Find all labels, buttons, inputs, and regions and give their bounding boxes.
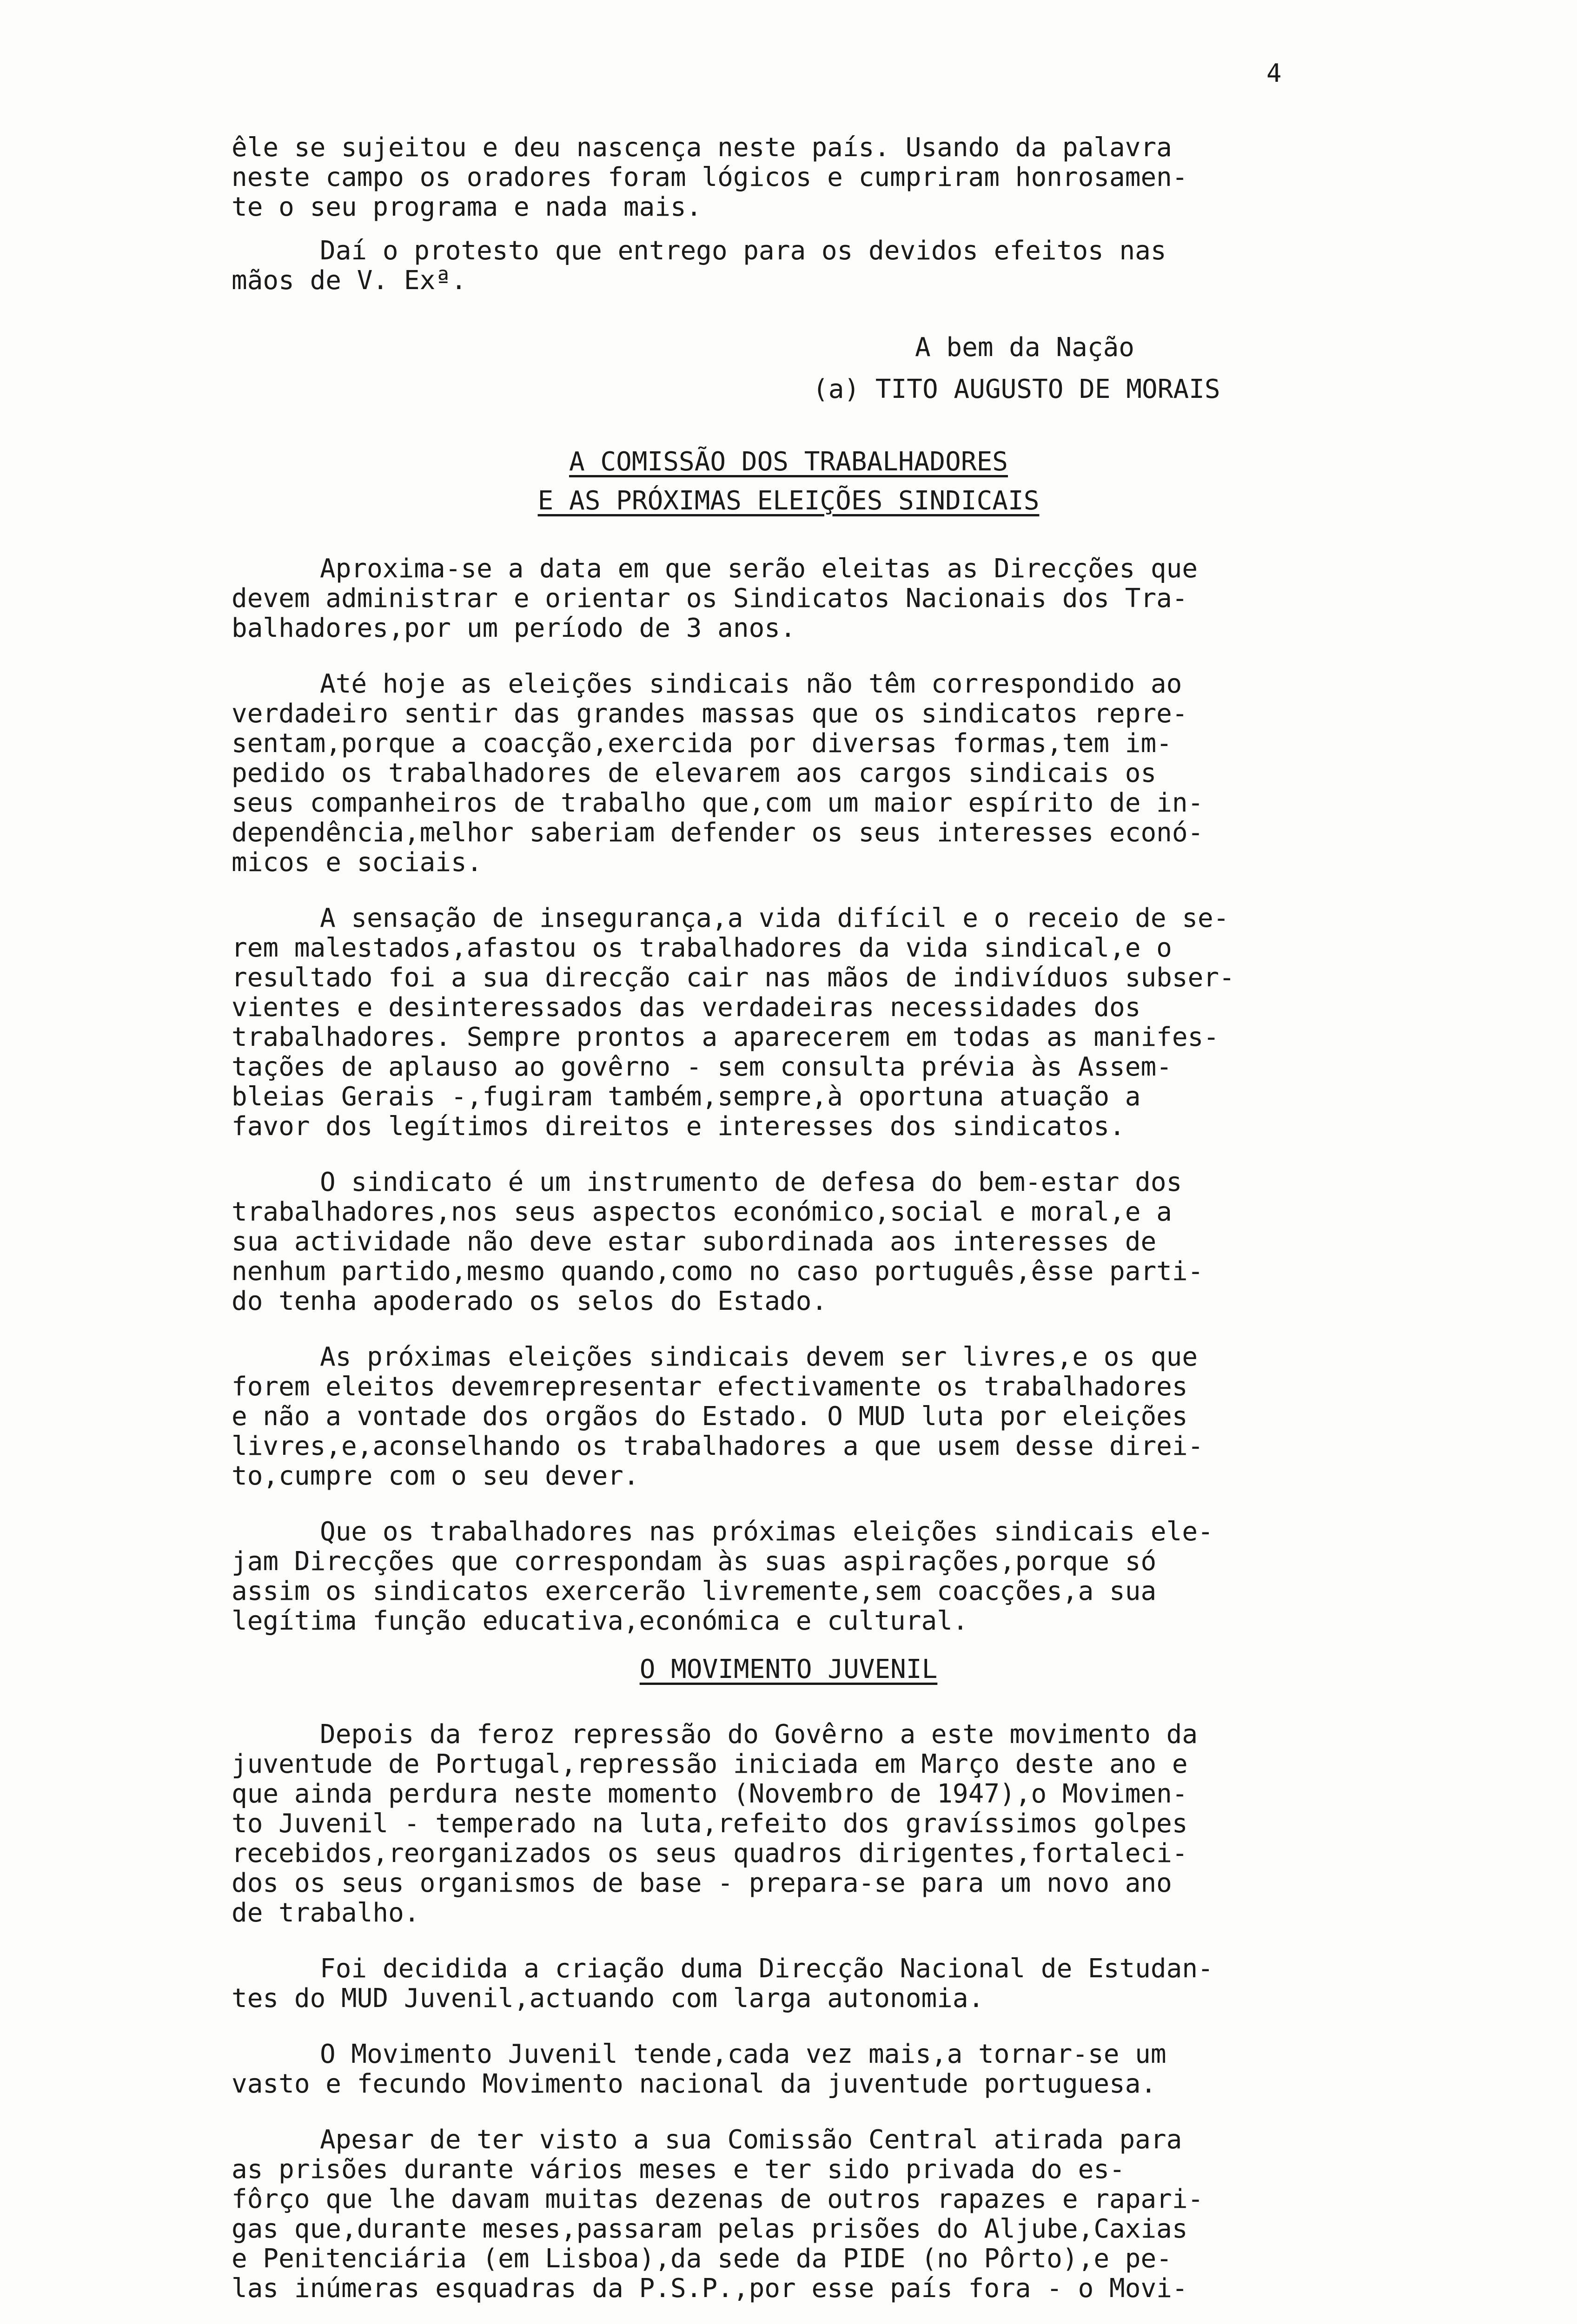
text-line: seus companheiros de trabalho que,com um maior espírito de in- <box>232 788 1204 818</box>
section-title-line: E AS PRÓXIMAS ELEIÇÕES SINDICAIS <box>537 486 1040 516</box>
text-line: recebidos,reorganizados os seus quadros dirigentes,fortaleci- <box>232 1838 1188 1868</box>
paragraph <box>232 2125 1422 2304</box>
text-line: assim os sindicatos exercerão livremente,sem coacções,a sua <box>232 1576 1157 1606</box>
signature-block <box>813 333 1371 404</box>
text-line: Que os trabalhadores nas próximas eleições sindicais ele- <box>320 1517 1213 1547</box>
intro-paragraph <box>232 133 1422 222</box>
text-line: que ainda perdura neste momento (Novembro de 1947),o Movimen- <box>232 1779 1188 1809</box>
paragraph <box>232 1342 1422 1491</box>
paragraph <box>232 904 1422 1142</box>
text-line: forem eleitos devemrepresentar efectivamente os trabalhadores <box>232 1372 1188 1402</box>
section-heading-movimento-juvenil <box>0 1655 1577 1684</box>
text-line: Aproxima-se a data em que serão eleitas as Direcções que <box>320 554 1198 584</box>
paragraph <box>232 1517 1422 1636</box>
text-line: tações de aplauso ao govêrno - sem consulta prévia às Assem- <box>232 1052 1172 1082</box>
signature-name: (a) TITO AUGUSTO DE MORAIS <box>813 374 1220 404</box>
text-line: gas que,durante meses,passaram pelas prisões do Aljube,Caxias <box>232 2214 1188 2244</box>
text-line: fôrço que lhe davam muitas dezenas de outros rapazes e rapari- <box>232 2184 1204 2214</box>
text-line: A sensação de insegurança,a vida difícil e o receio de se- <box>320 903 1229 933</box>
text-line: resultado foi a sua direcção cair nas mãos de indivíduos subser- <box>232 963 1235 993</box>
text-line: rem malestados,afastou os trabalhadores da vida sindical,e o <box>232 933 1172 963</box>
text-line: to Juvenil - temperado na luta,refeito dos gravíssimos golpes <box>232 1809 1188 1839</box>
text-line: as prisões durante vários meses e ter sido privada do es- <box>232 2154 1125 2185</box>
text-line: jam Direcções que correspondam às suas aspirações,porque só <box>232 1546 1157 1577</box>
text-line: do tenha apoderado os selos do Estado. <box>232 1286 828 1316</box>
text-line: micos e sociais. <box>232 847 483 878</box>
paragraph <box>232 1720 1422 1928</box>
text-line: e não a vontade dos orgãos do Estado. O MUD luta por eleições <box>232 1401 1188 1432</box>
page-number: 4 <box>1266 59 1282 88</box>
text-line: to,cumpre com o seu dever. <box>232 1461 639 1491</box>
paragraph <box>232 669 1422 878</box>
text-line: nenhum partido,mesmo quando,como no caso português,êsse parti- <box>232 1256 1204 1287</box>
text-line: de trabalho. <box>232 1898 420 1928</box>
text-line: trabalhadores,nos seus aspectos económico,social e moral,e a <box>232 1197 1172 1227</box>
paragraph <box>232 2040 1422 2099</box>
protest-paragraph <box>232 236 1422 296</box>
section-heading-trabalhadores <box>0 447 1577 516</box>
paragraph <box>232 1168 1422 1316</box>
text-line: bleias Gerais -,fugiram também,sempre,à oportuna atuação a <box>232 1082 1141 1112</box>
text-line: O Movimento Juvenil tende,cada vez mais,a tornar-se um <box>320 2039 1166 2069</box>
section-title: O MOVIMENTO JUVENIL <box>639 1654 938 1684</box>
intro-line: neste campo os oradores foram lógicos e cumpriram honrosamen- <box>232 162 1188 192</box>
text-line: e Penitenciária (em Lisboa),da sede da PIDE (no Pôrto),e pe- <box>232 2244 1172 2274</box>
text-line: vasto e fecundo Movimento nacional da juventude portuguesa. <box>232 2069 1157 2099</box>
text-line: favor dos legítimos direitos e interesses dos sindicatos. <box>232 1111 1125 1142</box>
text-line: balhadores,por um período de 3 anos. <box>232 613 796 643</box>
text-line: devem administrar e orientar os Sindicatos Nacionais dos Tra- <box>232 583 1188 614</box>
text-line: trabalhadores. Sempre prontos a aparecerem em todas as manifes- <box>232 1022 1219 1052</box>
text-line: tes do MUD Juvenil,actuando com larga autonomia. <box>232 1983 984 2014</box>
section-body-trabalhadores <box>232 554 1422 1662</box>
text-line: Até hoje as eleições sindicais não têm correspondido ao <box>320 669 1182 699</box>
intro-line: êle se sujeitou e deu nascença neste país. Usando da palavra <box>232 132 1172 163</box>
text-line: dependência,melhor saberiam defender os seus interesses econó- <box>232 818 1204 848</box>
protest-line: mãos de V. Exª. <box>232 265 467 296</box>
text-line: juventude de Portugal,repressão iniciada em Março deste ano e <box>232 1749 1188 1779</box>
paragraph <box>232 1954 1422 2014</box>
text-line: sentam,porque a coacção,exercida por diversas formas,tem im- <box>232 728 1172 759</box>
text-line: livres,e,aconselhando os trabalhadores a que usem desse direi- <box>232 1431 1204 1461</box>
section-body-movimento-juvenil <box>232 1720 1422 2324</box>
section-title-line: A COMISSÃO DOS TRABALHADORES <box>569 447 1008 477</box>
paragraph <box>232 554 1422 643</box>
text-line: Foi decidida a criação duma Direcção Nacional de Estudan- <box>320 1954 1213 1984</box>
text-line: O sindicato é um instrumento de defesa do bem-estar dos <box>320 1167 1182 1197</box>
text-line: vientes e desinteressados das verdadeiras necessidades dos <box>232 992 1141 1023</box>
intro-line: te o seu programa e nada mais. <box>232 192 702 222</box>
signature-closing: A bem da Nação <box>915 332 1135 363</box>
text-line: Apesar de ter visto a sua Comissão Central atirada para <box>320 2125 1182 2155</box>
text-line: las inúmeras esquadras da P.S.P.,por esse país fora - o Movi- <box>232 2273 1188 2304</box>
text-line: dos os seus organismos de base - prepara-se para um novo ano <box>232 1868 1172 1898</box>
protest-line: Daí o protesto que entrego para os devidos efeitos nas <box>320 236 1166 266</box>
text-line: sua actividade não deve estar subordinada aos interesses de <box>232 1227 1157 1257</box>
text-line: verdadeiro sentir das grandes massas que os sindicatos repre- <box>232 699 1188 729</box>
text-line: pedido os trabalhadores de elevarem aos cargos sindicais os <box>232 758 1157 788</box>
text-line: legítima função educativa,económica e cultural. <box>232 1606 968 1636</box>
text-line: Depois da feroz repressão do Govêrno a este movimento da <box>320 1719 1198 1750</box>
text-line: As próximas eleições sindicais devem ser livres,e os que <box>320 1342 1198 1372</box>
